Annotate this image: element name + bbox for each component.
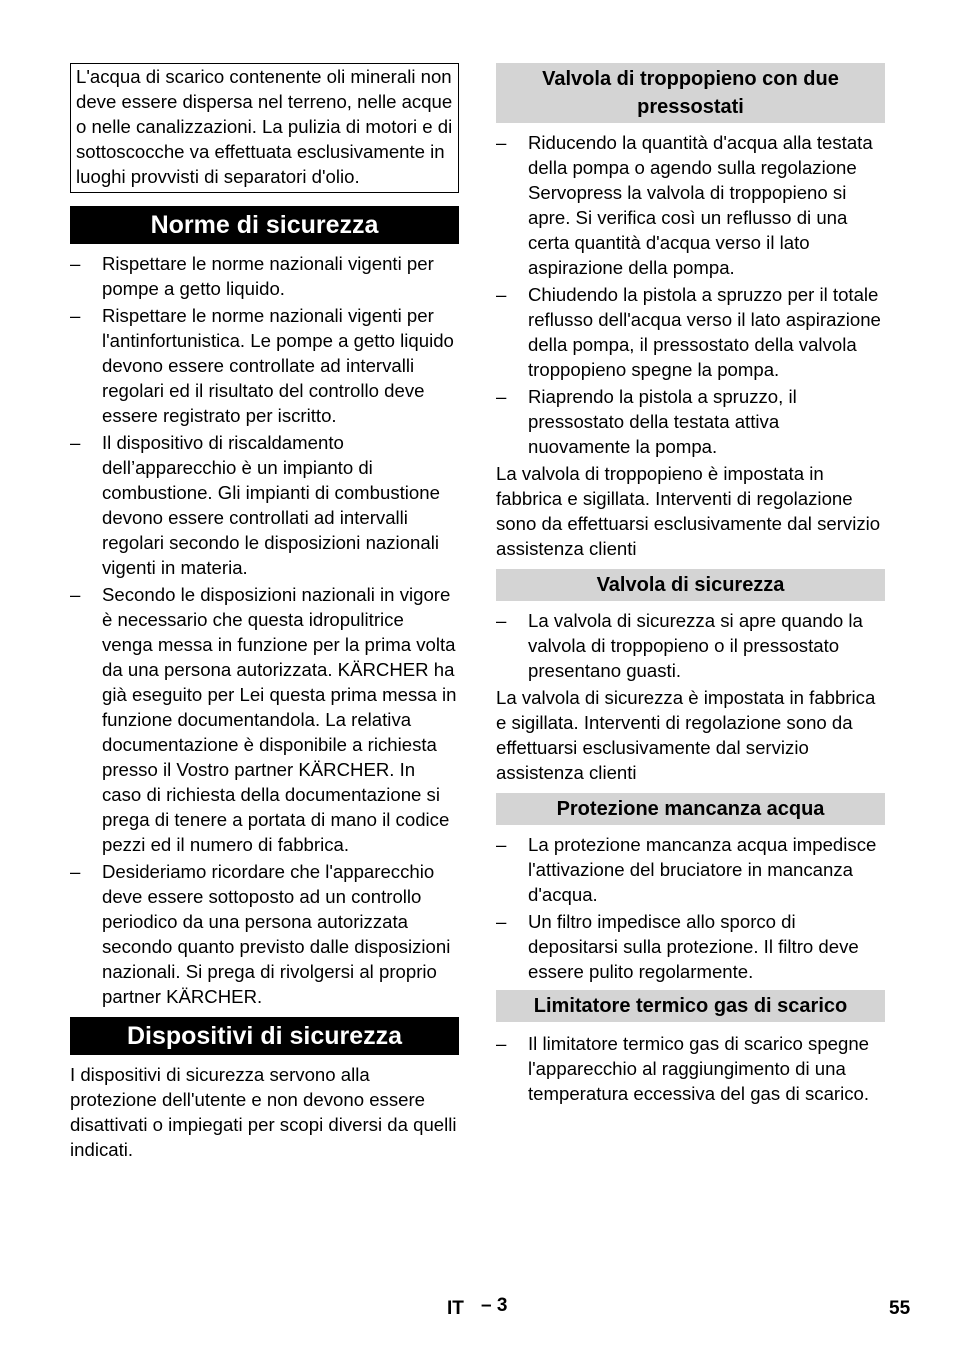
list-item: – Desideriamo ricordare che l'apparecchio deve essere sottoposto ad un controllo periodico da una persona autorizzata secondo quanto previsto dalle disposizioni nazionali. Si prega di rivolgersi al proprio partner KÄRCHER. — [70, 861, 451, 1007]
troppopieno-list — [496, 130, 885, 459]
left-column — [70, 63, 459, 1170]
mancanza-list — [496, 832, 885, 984]
list-item: – Riaprendo la pistola a spruzzo, il pressostato della testata attiva nuovamente la pompa. — [496, 386, 797, 457]
norme-list — [70, 251, 459, 1009]
list-item: – Il limitatore termico gas di scarico spegne l'apparecchio al raggiungimento di una temperatura eccessiva del gas di scarico. — [496, 1033, 870, 1104]
list-item: – Rispettare le norme nazionali vigenti per l'antinfortunistica. Le pompe a getto liquido devono essere controllate ad intervalli regolari ed il risultato del controllo deve essere registrato per iscritto. — [70, 305, 454, 426]
heading-norme-di-sicurezza: Norme di sicurezza — [70, 206, 459, 244]
list-item: – Il dispositivo di riscaldamento dell’apparecchio è un impianto di combustione. Gli impianti di combustione devono essere controllati ad intervalli regolari secondo le disposizioni nazionali vigenti in materia. — [70, 432, 440, 578]
dispositivi-paragraph: I dispositivi di sicurezza servono alla protezione dell'utente e non devono essere disattivati o impiegati per scopi diversi da quelli indicati. — [70, 1064, 457, 1160]
dash-marker: – — [70, 253, 81, 274]
environment-note — [70, 63, 459, 193]
heading-limitatore-termico: Limitatore termico gas di scarico — [496, 990, 885, 1022]
troppopieno-paragraph: La valvola di troppopieno è impostata in fabbrica e sigillata. Interventi di regolazione sono da effettuarsi esclusivamente dal servizio assistenza clienti — [496, 463, 881, 559]
list-item: – Riducendo la quantità d'acqua alla testata della pompa o agendo sulla regolazione Servopress la valvola di troppopieno si apre. Si verifica così un reflusso di una certa quantità d'acqua verso il lato aspirazione della pompa. — [496, 132, 873, 278]
dash-marker: – — [496, 911, 507, 932]
limitatore-list — [496, 1031, 885, 1106]
heading-protezione-mancanza-acqua: Protezione mancanza acqua — [496, 793, 885, 825]
dash-marker: – — [496, 834, 507, 855]
dash-marker: – — [496, 386, 507, 407]
sicurezza-list — [496, 608, 885, 683]
dash-marker: – — [70, 861, 81, 882]
list-item: – La valvola di sicurezza si apre quando la valvola di troppopieno o il pressostato presentano guasti. — [496, 610, 863, 681]
dash-marker: – — [70, 305, 81, 326]
environment-note-text: L'acqua di scarico contenente oli minerali non deve essere dispersa nel terreno, nelle acque o nelle canalizzazioni. La pulizia di motori e di sottoscocche va effettuata esclusivamente in luoghi provvisti di separatori d'olio. — [76, 66, 453, 187]
heading-dispositivi-di-sicurezza: Dispositivi di sicurezza — [70, 1017, 459, 1055]
list-item: – Rispettare le norme nazionali vigenti per pompe a getto liquido. — [70, 253, 434, 299]
dash-marker: – — [70, 432, 81, 453]
list-item: – Chiudendo la pistola a spruzzo per il totale reflusso dell'acqua verso il lato aspirazione della pompa, il pressostato della valvola troppopieno spegne la pompa. — [496, 284, 881, 380]
footer-page-number: 55 — [889, 1298, 911, 1319]
dash-marker: – — [496, 132, 507, 153]
heading-valvola-sicurezza: Valvola di sicurezza — [496, 569, 885, 601]
list-item: – Un filtro impedisce allo sporco di depositarsi sulla protezione. Il filtro deve essere pulito regolarmente. — [496, 911, 859, 982]
dash-marker: – — [496, 610, 507, 631]
right-column — [496, 63, 885, 1108]
heading-valvola-troppopieno: Valvola di troppopieno con due pressostati — [496, 63, 885, 123]
sicurezza-paragraph: La valvola di sicurezza è impostata in fabbrica e sigillata. Interventi di regolazione sono da effettuarsi esclusivamente dal servizio assistenza clienti — [496, 687, 876, 783]
dash-marker: – — [70, 584, 81, 605]
dash-marker: – — [496, 284, 507, 305]
dash-marker: – — [496, 1033, 507, 1054]
list-item: – La protezione mancanza acqua impedisce l'attivazione del bruciatore in mancanza d'acqua. — [496, 834, 877, 905]
list-item: – Secondo le disposizioni nazionali in vigore è necessario che questa idropulitrice venga messa in funzione per la prima volta da una persona autorizzata. KÄRCHER ha già eseguito per Lei questa prima messa in funzione documentandola. La relativa documentazione è disponibile a richiesta presso il Vostro partner KÄRCHER. In caso di richiesta della documentazione si prega di tenere a portata di mano il codice pezzi ed il numero di fabbrica. — [70, 584, 457, 855]
footer-section-page: – 3 — [481, 1295, 508, 1316]
footer-language: IT — [447, 1298, 464, 1319]
